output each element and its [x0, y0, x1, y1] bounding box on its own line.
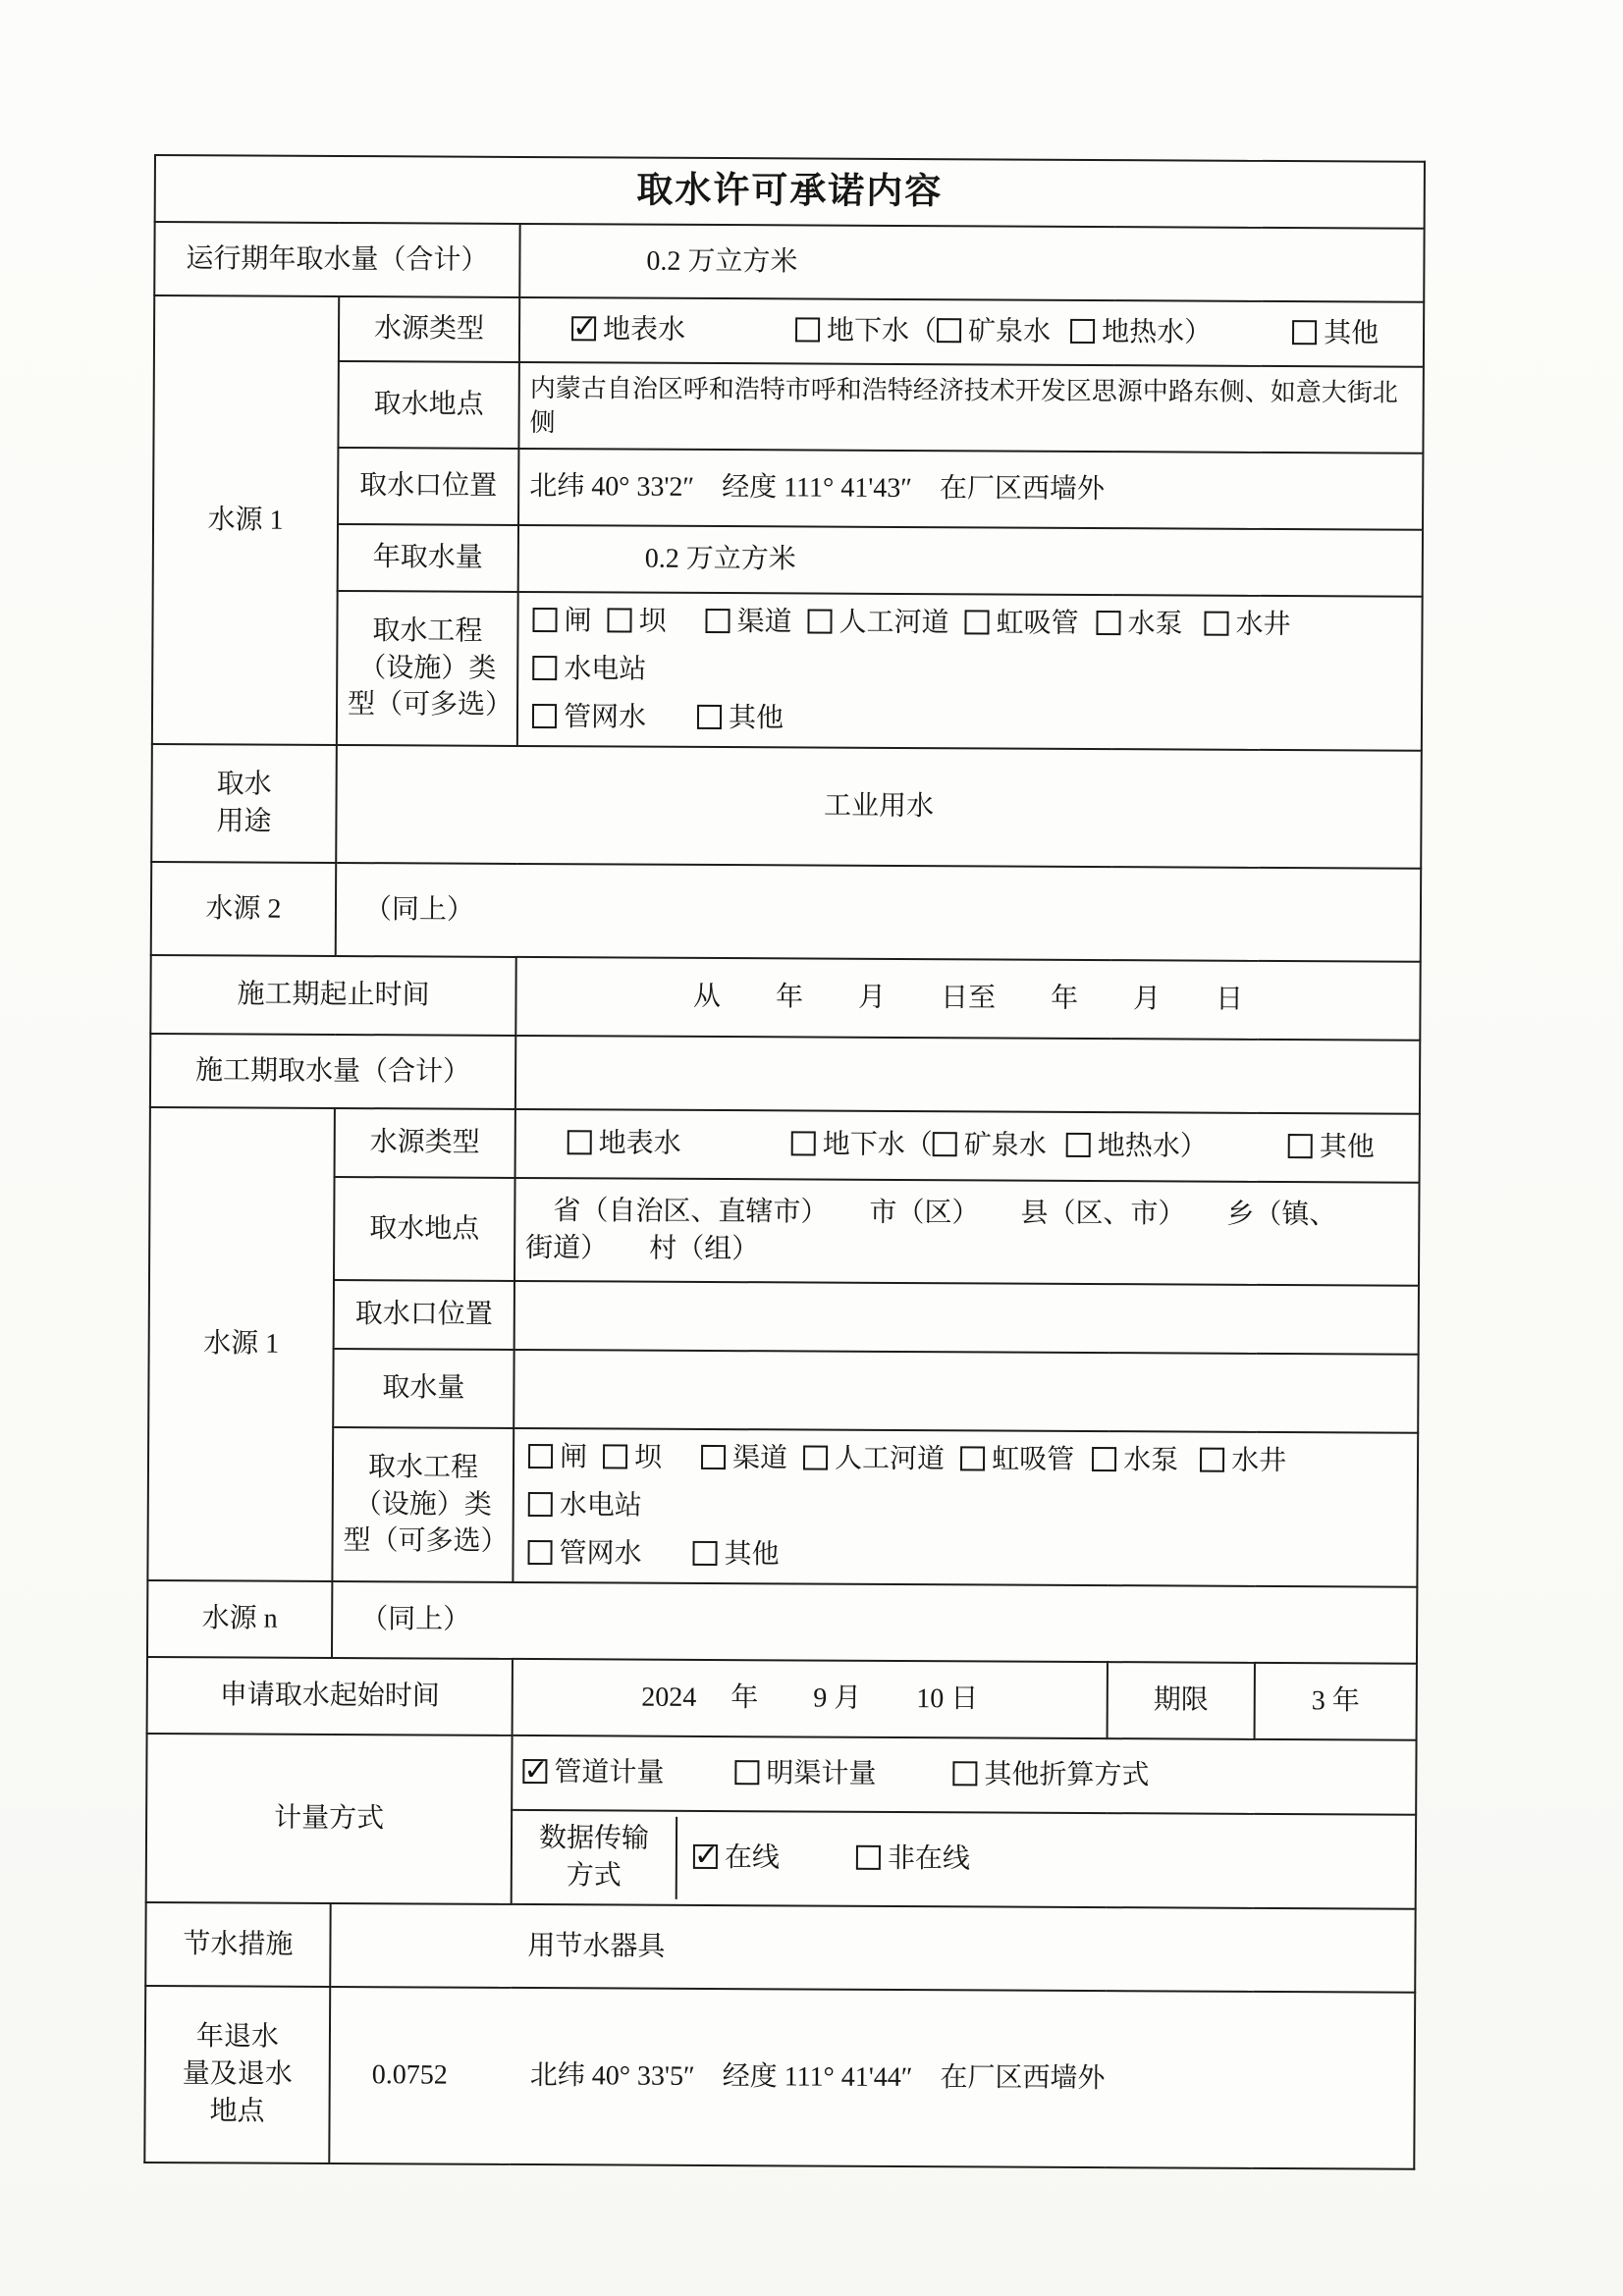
unchecked-checkbox-icon [701, 1445, 726, 1469]
source1-type-label: 水源类型 [339, 296, 519, 362]
checkbox-item [697, 694, 784, 742]
checkbox-label: 管道计量 [554, 1757, 665, 1789]
checkbox-label: 渠道 [732, 1443, 788, 1474]
checked-checkbox-icon [693, 1844, 718, 1869]
source1-outlet-value: 北纬 40° 33'2″ 经度 111° 41'43″ 在厂区西墙外 [518, 449, 1423, 530]
checkbox-item [1092, 1436, 1178, 1484]
unchecked-checkbox-icon [697, 705, 722, 729]
checkbox-label: 闸 [559, 1442, 588, 1473]
checkbox-label: 矿泉水 [963, 1130, 1047, 1161]
checkbox-item [803, 1434, 945, 1483]
checkbox-label: 地热水） [1097, 1131, 1208, 1162]
checkbox-label: 矿泉水 [968, 316, 1052, 347]
unchecked-checkbox-icon [532, 704, 557, 728]
unchecked-checkbox-icon [1097, 611, 1121, 635]
checkbox-item [933, 1127, 1047, 1164]
checkbox-item [528, 1481, 642, 1530]
unchecked-checkbox-icon [532, 608, 557, 632]
checkbox-item [532, 693, 646, 742]
checkbox-item [705, 598, 791, 646]
checkbox-item [791, 1127, 933, 1165]
construction-source1-location-value: 省（自治区、直辖市） 市（区） 县（区、市） 乡（镇、 街道） 村（组） [514, 1178, 1420, 1286]
unchecked-checkbox-icon [568, 1130, 592, 1154]
construction-source1-engineering-label: 取水工程 （设施）类 型（可多选） [332, 1427, 514, 1582]
checkbox-label: 在线 [724, 1842, 781, 1874]
unchecked-checkbox-icon [527, 1540, 552, 1565]
checkbox-label: 虹吸管 [996, 608, 1079, 639]
construction-period-value: 从 年 月 日至 年 月 日 [515, 957, 1420, 1041]
drainage-label: 年退水 量及退水 地点 [144, 1986, 330, 2163]
construction-source1-location-label: 取水地点 [334, 1177, 515, 1281]
checkbox-label: 闸 [564, 606, 592, 637]
unchecked-checkbox-icon [705, 609, 730, 633]
checkbox-label: 地表水 [598, 1128, 681, 1159]
checkbox-item [1288, 1129, 1375, 1166]
unchecked-checkbox-icon [952, 1761, 977, 1786]
unchecked-checkbox-icon [795, 318, 820, 343]
construction-period-label: 施工期起止时间 [150, 955, 515, 1036]
checkbox-item [937, 313, 1051, 350]
transmission-label: 数据传输 方式 [513, 1816, 677, 1898]
checkbox-item [522, 1754, 664, 1792]
apply-start-date: 2024 年 9 月 10 日 [513, 1659, 1108, 1738]
checkbox-label: 地下水（ [822, 1129, 933, 1161]
apply-start-label: 申请取水起始时间 [147, 1657, 513, 1735]
checkbox-item [964, 599, 1078, 648]
construction-source1-amount-value [514, 1350, 1418, 1433]
checkbox-item [856, 1841, 970, 1878]
drainage-value: 0.0752 北纬 40° 33'5″ 经度 111° 41'44″ 在厂区西墙外 [329, 1987, 1415, 2169]
checkbox-label: 其他 [1319, 1132, 1375, 1163]
operation-annual-intake-value: 0.2 万立方米 [519, 224, 1424, 302]
checkbox-label: 坝 [638, 606, 667, 637]
water-saving-label: 节水措施 [145, 1902, 330, 1987]
source-n-value: （同上） [332, 1581, 1417, 1664]
unchecked-checkbox-icon [960, 1446, 985, 1470]
checkbox-label: 非在线 [887, 1843, 971, 1875]
checkbox-item [571, 311, 685, 348]
checkbox-item [607, 597, 666, 645]
unchecked-checkbox-icon [603, 1444, 627, 1468]
checkbox-item [952, 1756, 1149, 1794]
checkbox-item [693, 1840, 780, 1877]
unchecked-checkbox-icon [807, 609, 832, 633]
checkbox-item [603, 1433, 662, 1481]
unchecked-checkbox-icon [937, 318, 961, 343]
unchecked-checkbox-icon [856, 1845, 881, 1870]
unchecked-checkbox-icon [1066, 1133, 1091, 1157]
unchecked-checkbox-icon [528, 1492, 553, 1517]
checkbox-label: 明渠计量 [766, 1758, 877, 1789]
checkbox-label: 水电站 [559, 1490, 642, 1522]
checkbox-item [532, 597, 591, 645]
unchecked-checkbox-icon [1092, 1447, 1116, 1471]
source1-group-label: 水源 1 [152, 295, 339, 745]
checkbox-label: 管网水 [563, 702, 647, 733]
usage-label: 取水 用途 [151, 744, 337, 863]
construction-source1-type-options [515, 1109, 1420, 1183]
checkbox-label: 地热水） [1102, 317, 1213, 348]
unchecked-checkbox-icon [532, 656, 557, 680]
checkbox-item [1066, 1128, 1208, 1166]
checkbox-item [1096, 600, 1182, 648]
unchecked-checkbox-icon [1200, 1448, 1224, 1472]
checkbox-label: 水泵 [1127, 609, 1183, 640]
construction-source1-outlet-label: 取水口位置 [334, 1280, 514, 1350]
checkbox-item [734, 1755, 876, 1793]
checkbox-item [1200, 1437, 1286, 1485]
source1-location-label: 取水地点 [338, 361, 518, 449]
checkbox-item [692, 1530, 779, 1578]
checkbox-label: 其他 [724, 1539, 780, 1571]
source-n-label: 水源 n [147, 1580, 332, 1658]
unchecked-checkbox-icon [692, 1541, 717, 1566]
source1-annual-label: 年取水量 [338, 524, 518, 592]
checkbox-label: 水井 [1235, 609, 1291, 641]
checkbox-item [532, 645, 646, 694]
unchecked-checkbox-icon [933, 1132, 957, 1156]
checkbox-label: 水泵 [1123, 1445, 1179, 1476]
checkbox-label: 渠道 [736, 607, 792, 638]
checkbox-item [795, 313, 937, 351]
checkbox-label: 其他 [728, 703, 784, 734]
checkbox-item [807, 598, 948, 647]
source2-value: （同上） [336, 863, 1421, 962]
metering-label: 计量方式 [146, 1734, 513, 1904]
checkbox-label: 虹吸管 [992, 1444, 1075, 1475]
construction-source1-amount-label: 取水量 [333, 1349, 514, 1428]
checkbox-label: 地下水（ [827, 315, 938, 347]
checkbox-item [527, 1529, 641, 1578]
checkbox-item [1204, 601, 1290, 649]
metering-method-options [512, 1735, 1416, 1815]
checkbox-label: 水电站 [564, 654, 647, 685]
checkbox-item [528, 1433, 587, 1481]
document-title: 取水许可承诺内容 [155, 155, 1425, 229]
apply-term-label: 期限 [1108, 1662, 1255, 1739]
source1-engineering-options [517, 592, 1423, 751]
unchecked-checkbox-icon [1292, 320, 1317, 345]
checkbox-label: 人工河道 [839, 607, 949, 639]
unchecked-checkbox-icon [734, 1760, 759, 1785]
construction-intake-label: 施工期取水量（合计） [150, 1034, 515, 1109]
source1-type-options [519, 297, 1424, 367]
checkbox-label: 其他折算方式 [984, 1759, 1150, 1791]
construction-source1-group-label: 水源 1 [147, 1107, 335, 1581]
checkbox-label: 地表水 [602, 314, 686, 346]
unchecked-checkbox-icon [965, 610, 990, 634]
unchecked-checkbox-icon [1205, 612, 1229, 636]
checkbox-item [568, 1125, 681, 1162]
checkbox-label: 人工河道 [835, 1443, 946, 1475]
source1-engineering-label: 取水工程 （设施）类 型（可多选） [337, 591, 518, 746]
source1-outlet-label: 取水口位置 [338, 448, 518, 525]
construction-source1-outlet-value [514, 1281, 1419, 1355]
checkbox-item [1292, 315, 1379, 352]
unchecked-checkbox-icon [803, 1445, 828, 1469]
construction-intake-value [515, 1036, 1420, 1114]
construction-source1-engineering-options [513, 1428, 1418, 1587]
source2-label: 水源 2 [151, 862, 336, 956]
transmission-options [677, 1817, 1415, 1903]
unchecked-checkbox-icon [1070, 319, 1095, 344]
source1-location-value: 内蒙古自治区呼和浩特市呼和浩特经济技术开发区思源中路东侧、如意大街北侧 [518, 362, 1423, 454]
water-permit-table [143, 154, 1426, 2170]
checked-checkbox-icon [522, 1759, 547, 1784]
checked-checkbox-icon [571, 316, 596, 341]
checkbox-item [960, 1435, 1074, 1484]
checkbox-item [1070, 314, 1212, 352]
water-saving-value: 用节水器具 [330, 1903, 1415, 1993]
operation-annual-intake-label: 运行期年取水量（合计） [154, 222, 519, 297]
unchecked-checkbox-icon [791, 1132, 816, 1156]
unchecked-checkbox-icon [1288, 1134, 1313, 1158]
apply-term-value: 3 年 [1255, 1663, 1417, 1740]
unchecked-checkbox-icon [528, 1444, 553, 1468]
checkbox-item [701, 1434, 787, 1482]
usage-value: 工业用水 [336, 745, 1422, 869]
checkbox-label: 其他 [1324, 318, 1380, 349]
checkbox-label: 水井 [1231, 1445, 1287, 1477]
unchecked-checkbox-icon [607, 608, 631, 632]
source1-annual-value: 0.2 万立方米 [518, 525, 1423, 597]
checkbox-label: 坝 [633, 1442, 663, 1473]
construction-source1-type-label: 水源类型 [335, 1108, 515, 1178]
checkbox-label: 管网水 [559, 1538, 642, 1570]
